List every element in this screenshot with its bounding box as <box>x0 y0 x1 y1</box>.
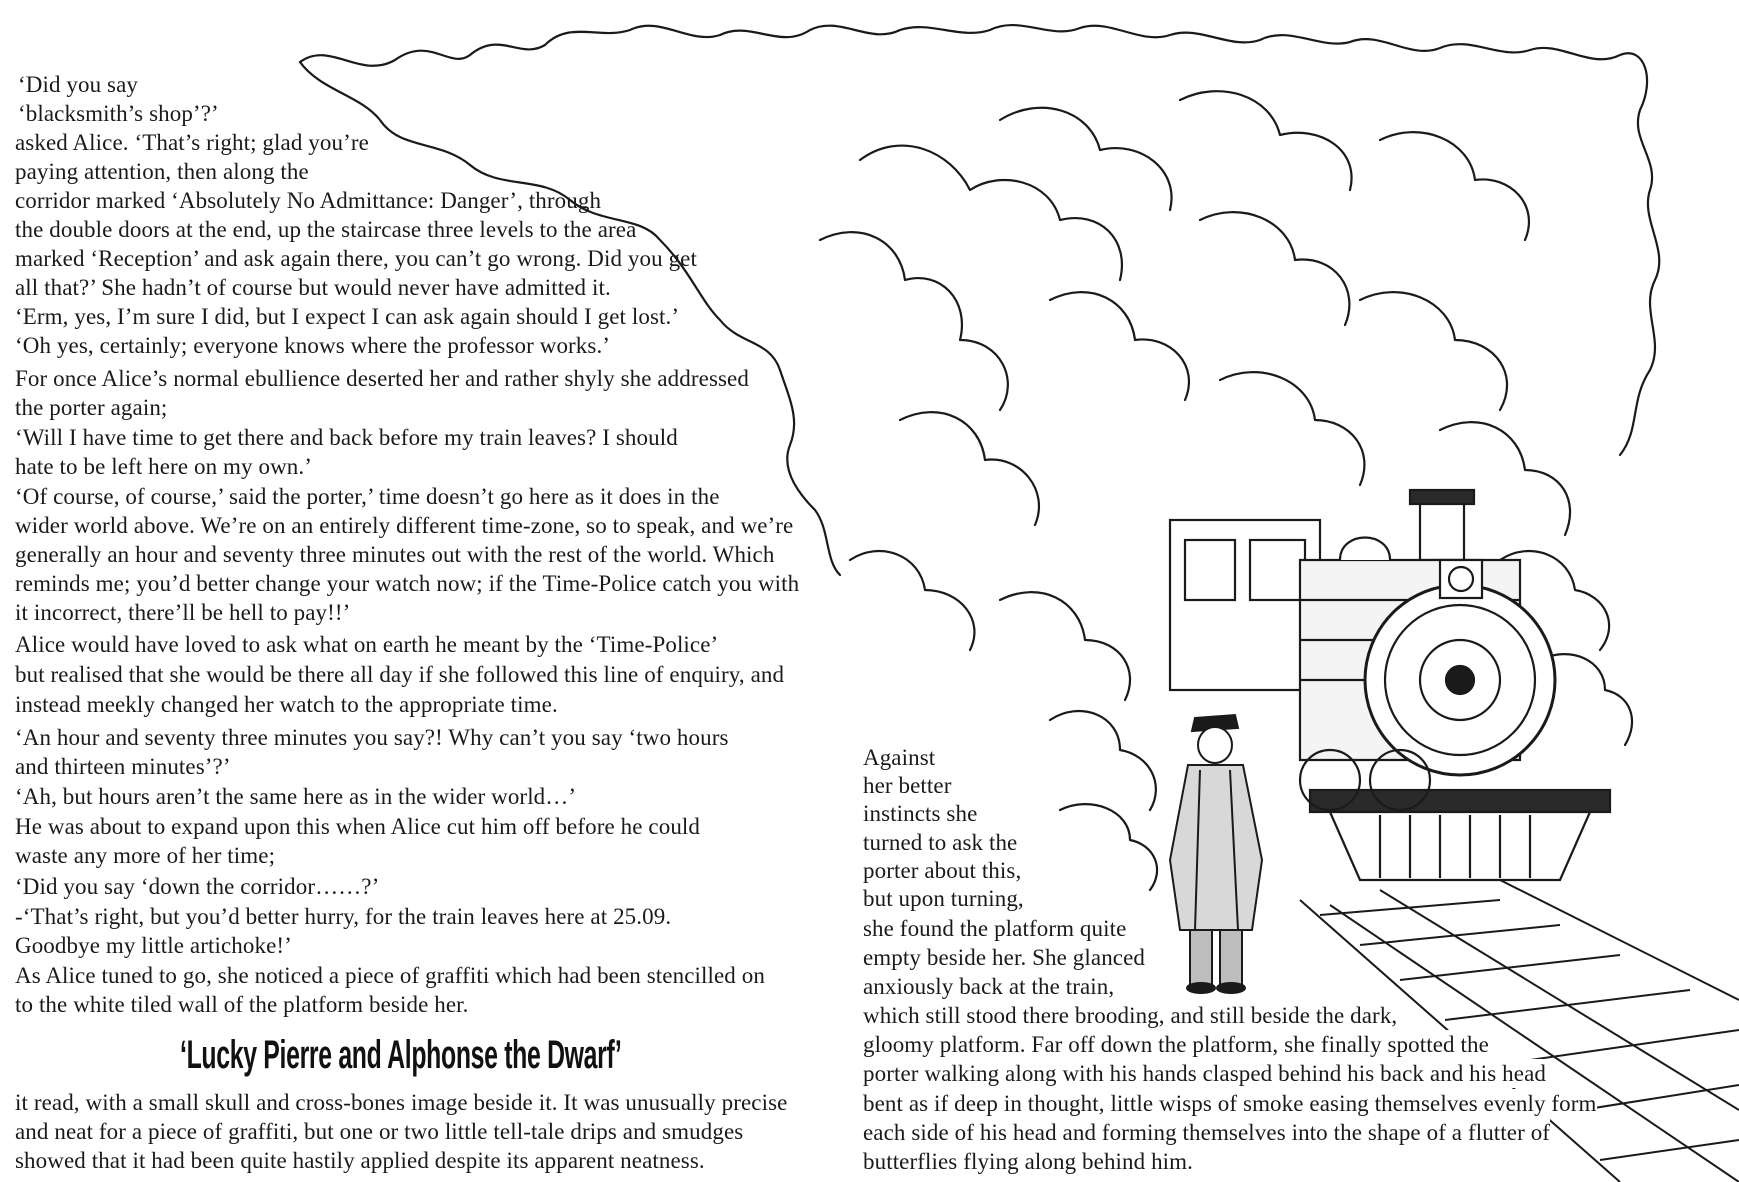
text-line: it incorrect, there’ll be hell to pay!!’ <box>15 600 351 625</box>
text-line: her better <box>863 773 952 798</box>
text-line: but realised that she would be there all day if she followed this line of enquiry, and <box>15 662 785 687</box>
text-line: and thirteen minutes’?’ <box>15 754 231 779</box>
text-line: reminds me; you’d better change your watch now; if the Time-Police catch you with <box>15 571 800 596</box>
text-line: hate to be left here on my own.’ <box>15 454 312 479</box>
text-line: ‘Erm, yes, I’m sure I did, but I expect I can ask again should I get lost.’ <box>15 304 680 329</box>
text-line: wider world above. We’re on an entirely different time-zone, so to speak, and we’re <box>15 513 794 538</box>
text-line: turned to ask the <box>863 830 1018 855</box>
text-line: the porter again; <box>15 395 168 420</box>
text-line: ‘Ah, but hours aren’t the same here as in the wider world…’ <box>15 784 577 809</box>
text-line: generally an hour and seventy three minutes out with the rest of the world. Which <box>15 542 775 567</box>
text-line: but upon turning, <box>863 886 1024 911</box>
text-line: she found the platform quite <box>863 916 1127 941</box>
text-line: Alice would have loved to ask what on earth he meant by the ‘Time-Police’ <box>15 632 719 657</box>
text-line: marked ‘Reception’ and ask again there, you can’t go wrong. Did you get <box>15 246 697 271</box>
text-line: corridor marked ‘Absolutely No Admittance: Danger’, through <box>15 188 602 213</box>
text-line: which still stood there brooding, and still beside the dark, <box>863 1003 1398 1028</box>
text-line: For once Alice’s normal ebullience deserted her and rather shyly she addressed <box>15 366 749 391</box>
text-line: showed that it had been quite hastily applied despite its apparent neatness. <box>15 1148 705 1173</box>
text-line: anxiously back at the train, <box>863 974 1115 999</box>
text-line: ‘Of course, of course,’ said the porter,’ time doesn’t go here as it does in the <box>15 484 720 509</box>
text-line: Goodbye my little artichoke!’ <box>15 933 292 958</box>
text-line: porter walking along with his hands clasped behind his back and his head <box>863 1061 1546 1086</box>
text-line: empty beside her. She glanced <box>863 945 1146 970</box>
text-line: paying attention, then along the <box>15 159 309 184</box>
text-line: to the white tiled wall of the platform beside her. <box>15 992 469 1017</box>
text-line: instead meekly changed her watch to the appropriate time. <box>15 692 558 717</box>
text-line: gloomy platform. Far off down the platform, she finally spotted the <box>863 1032 1489 1057</box>
text-line: each side of his head and forming themselves into the shape of a flutter of <box>863 1120 1551 1145</box>
text-line: and neat for a piece of graffiti, but one or two little tell-tale drips and smudges <box>15 1119 744 1144</box>
text-line: waste any more of her time; <box>15 843 276 868</box>
text-line: ‘An hour and seventy three minutes you say?! Why can’t you say ‘two hours <box>15 725 729 750</box>
graffiti-title: ‘Lucky Pierre and Alphonse the Dwarf’ <box>180 1033 622 1077</box>
text-line: the double doors at the end, up the staircase three levels to the area <box>15 217 637 242</box>
text-line: He was about to expand upon this when Alice cut him off before he could <box>15 814 701 839</box>
text-line: ‘Oh yes, certainly; everyone knows where the professor works.’ <box>15 333 611 358</box>
text-line: As Alice tuned to go, she noticed a piece of graffiti which had been stencilled on <box>15 963 765 988</box>
text-line: butterflies flying along behind him. <box>863 1149 1194 1174</box>
text-line: bent as if deep in thought, little wisps of smoke easing themselves evenly form <box>863 1091 1597 1116</box>
text-line: ‘blacksmith’s shop’?’ <box>18 101 219 126</box>
text-line: ‘Did you say <box>18 72 139 97</box>
locomotive <box>1170 490 1610 880</box>
text-line: ‘Did you say ‘down the corridor……?’ <box>15 874 380 899</box>
text-line: asked Alice. ‘That’s right; glad you’re <box>15 130 369 155</box>
text-line: all that?’ She hadn’t of course but would never have admitted it. <box>15 275 611 300</box>
text-line: -‘That’s right, but you’d better hurry, for the train leaves here at 25.09. <box>15 904 672 929</box>
text-line: Against <box>863 745 936 770</box>
text-line: instincts she <box>863 801 978 826</box>
text-line: it read, with a small skull and cross-bones image beside it. It was unusually precise <box>15 1090 788 1115</box>
text-line: porter about this, <box>863 858 1022 883</box>
porter-figure <box>1170 715 1262 993</box>
text-line: ‘Will I have time to get there and back before my train leaves? I should <box>15 425 678 450</box>
